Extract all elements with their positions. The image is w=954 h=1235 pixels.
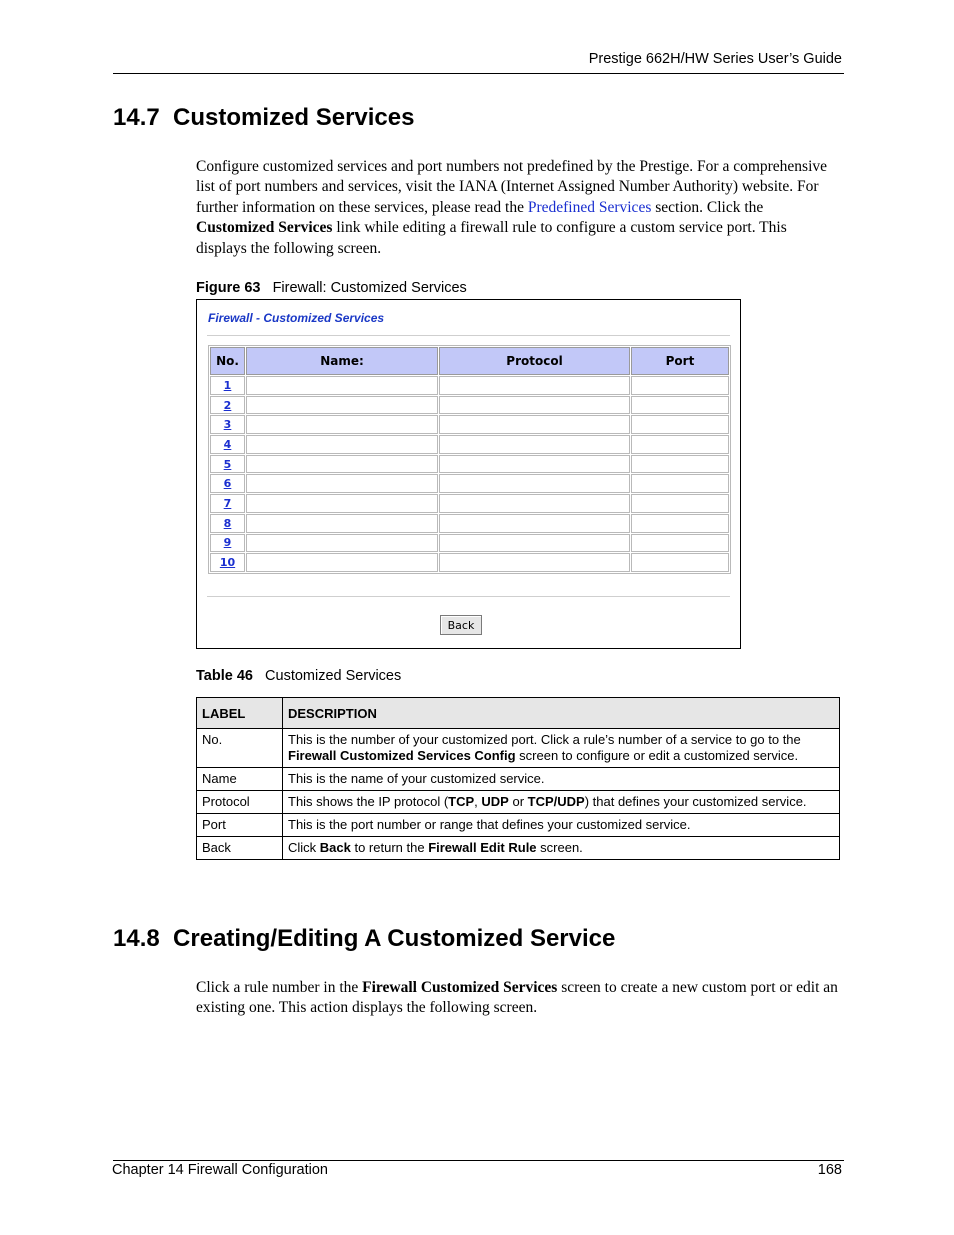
rule-number-cell — [210, 553, 245, 572]
col-protocol: Protocol — [439, 347, 630, 375]
intro-paragraph — [196, 978, 841, 1019]
description-header: DESCRIPTION — [283, 698, 840, 729]
rule-number-link[interactable]: 8 — [223, 516, 232, 530]
protocol-cell — [439, 376, 630, 395]
row-description: Click Back to return the Firewall Edit Rule screen. — [283, 837, 840, 860]
table-row — [210, 415, 729, 434]
divider — [207, 335, 730, 336]
table-row — [197, 791, 840, 814]
name-cell — [246, 396, 438, 415]
row-description: This shows the IP protocol (TCP, UDP or TCP/UDP) that defines your customized service. — [283, 791, 840, 814]
table-row — [210, 435, 729, 454]
footer-rule — [113, 1160, 844, 1161]
table-row — [210, 494, 729, 513]
figure-caption-text: Firewall: Customized Services — [272, 280, 467, 296]
section-title: 14.8 Creating/Editing A Customized Service — [113, 925, 616, 952]
rule-number-link[interactable]: 5 — [223, 457, 232, 471]
rule-number-link[interactable]: 10 — [219, 556, 236, 570]
name-cell — [246, 455, 438, 474]
page-number: 168 — [817, 1162, 842, 1178]
port-cell — [631, 474, 729, 493]
protocol-cell — [439, 396, 630, 415]
intro-text: Click a rule number in the — [196, 979, 363, 996]
port-cell — [631, 415, 729, 434]
port-cell — [631, 494, 729, 513]
rule-number-cell — [210, 494, 245, 513]
name-cell — [246, 474, 438, 493]
table-row — [197, 729, 840, 768]
services-table-wrap — [208, 345, 731, 574]
row-label: Protocol — [197, 791, 283, 814]
table-row — [210, 534, 729, 553]
intro-text: screen to create a new custom port or edit an existing one. This action displays the following screen. — [196, 979, 838, 1017]
col-port: Port — [631, 347, 729, 375]
rule-number-cell — [210, 376, 245, 395]
table-row — [210, 553, 729, 572]
port-cell — [631, 514, 729, 533]
intro-text: section. Click the — [651, 198, 764, 216]
rule-number-cell — [210, 474, 245, 493]
protocol-cell — [439, 455, 630, 474]
table-row — [197, 814, 840, 837]
name-cell — [246, 494, 438, 513]
back-button[interactable]: Back — [440, 615, 482, 635]
col-no: No. — [210, 347, 245, 375]
table-row — [210, 376, 729, 395]
protocol-cell — [439, 534, 630, 553]
name-cell — [246, 514, 438, 533]
port-cell — [631, 435, 729, 454]
table-caption-text: Customized Services — [265, 668, 402, 684]
figure-screenshot — [196, 299, 741, 649]
header-title: Prestige 662H/HW Series User’s Guide — [588, 51, 842, 67]
table-row — [210, 514, 729, 533]
row-description: This is the number of your customized port. Click a rule’s number of a service to go to the Firewall Customized Services Config screen to configure or edit a customized service. — [283, 729, 840, 768]
section-title: 14.7 Customized Services — [113, 104, 415, 131]
figure-label: Figure 63 — [196, 280, 261, 296]
rule-number-cell — [210, 396, 245, 415]
rule-number-link[interactable]: 6 — [223, 477, 232, 491]
protocol-cell — [439, 415, 630, 434]
services-table — [208, 345, 731, 574]
row-label: Back — [197, 837, 283, 860]
screen-title: Firewall - Customized Services — [208, 311, 385, 325]
rule-number-cell — [210, 435, 245, 454]
name-cell — [246, 553, 438, 572]
label-header: LABEL — [197, 698, 283, 729]
rule-number-link[interactable]: 2 — [223, 398, 232, 412]
rule-number-link[interactable]: 4 — [223, 437, 232, 451]
rule-number-link[interactable]: 7 — [223, 496, 232, 510]
port-cell — [631, 396, 729, 415]
predefined-services-link[interactable]: Predefined Services — [527, 198, 652, 216]
rule-number-cell — [210, 514, 245, 533]
intro-text: link while editing a firewall rule to configure a custom service port. This displays the following screen. — [196, 219, 787, 257]
intro-bold: Firewall Customized Services — [362, 979, 558, 996]
port-cell — [631, 534, 729, 553]
name-cell — [246, 435, 438, 454]
row-label: Port — [197, 814, 283, 837]
row-description: This is the name of your customized service. — [283, 768, 840, 791]
table-row — [210, 474, 729, 493]
row-description: This is the port number or range that defines your customized service. — [283, 814, 840, 837]
intro-bold: Customized Services — [196, 219, 333, 237]
port-cell — [631, 553, 729, 572]
intro-text: Configure customized services and port numbers not predefined by the Prestige. For a comprehensive list of port numbers and services, visit the IANA (Internet Assigned Number Authority) website. For further information on these services, please read the — [196, 158, 828, 216]
protocol-cell — [439, 474, 630, 493]
row-label: Name — [197, 768, 283, 791]
rule-number-link[interactable]: 9 — [223, 536, 232, 550]
footer-chapter: Chapter 14 Firewall Configuration — [112, 1162, 328, 1178]
port-cell — [631, 455, 729, 474]
protocol-cell — [439, 553, 630, 572]
name-cell — [246, 534, 438, 553]
protocol-cell — [439, 494, 630, 513]
name-cell — [246, 376, 438, 395]
header-rule — [113, 73, 844, 74]
col-name: Name: — [246, 347, 438, 375]
rule-number-link[interactable]: 1 — [223, 378, 232, 392]
table-row — [210, 455, 729, 474]
rule-number-cell — [210, 534, 245, 553]
description-table — [196, 697, 840, 860]
table-label: Table 46 — [196, 668, 253, 684]
protocol-cell — [439, 514, 630, 533]
table-row — [197, 768, 840, 791]
rule-number-link[interactable]: 3 — [223, 418, 232, 432]
table-row — [210, 396, 729, 415]
intro-paragraph — [196, 157, 841, 259]
row-label: No. — [197, 729, 283, 768]
name-cell — [246, 415, 438, 434]
figure-caption — [196, 280, 467, 296]
divider — [207, 596, 730, 597]
port-cell — [631, 376, 729, 395]
rule-number-cell — [210, 455, 245, 474]
table-caption — [196, 668, 401, 684]
rule-number-cell — [210, 415, 245, 434]
table-row — [197, 837, 840, 860]
protocol-cell — [439, 435, 630, 454]
